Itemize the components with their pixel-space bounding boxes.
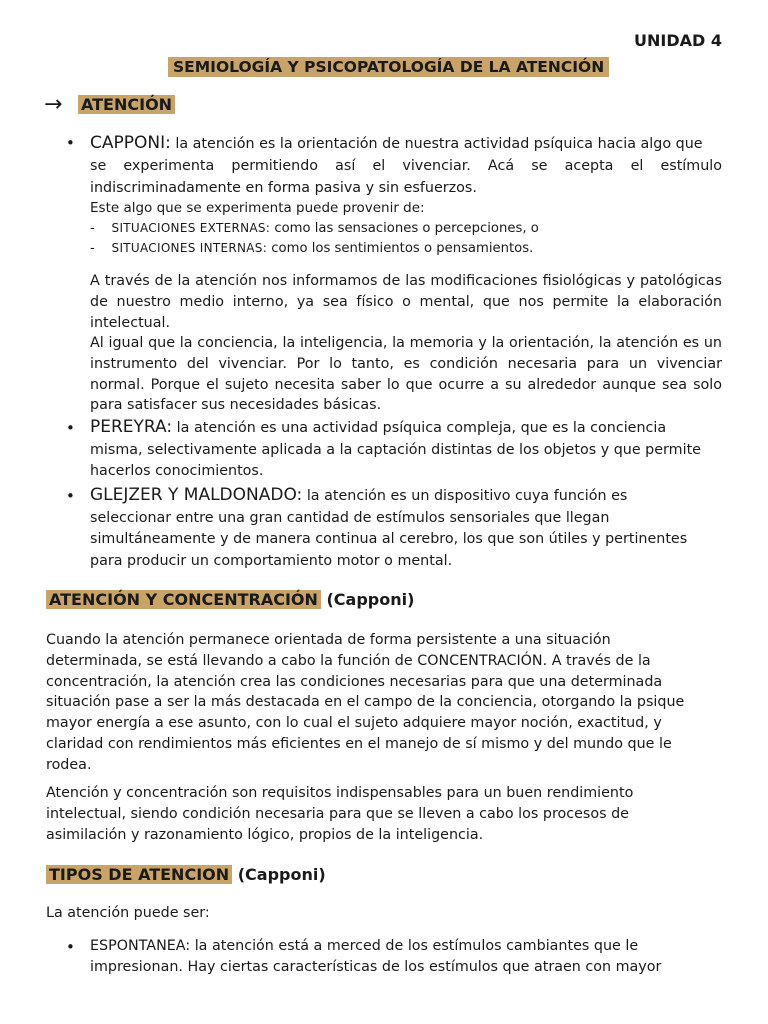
glejzer-block: [90, 485, 722, 572]
bullet-icon: •: [66, 487, 75, 505]
section-atencion-heading: [44, 92, 175, 117]
capponi-paragraph: A través de la atención nos informamos de las modificaciones fisiológicas y patológicas de nuestro medio interno, ya sea físico o mental, que nos permite la elaboración intelectual.: [90, 273, 722, 331]
bullet-icon: •: [66, 938, 75, 956]
glejzer-text: la atención es un dispositivo cuya función es: [306, 488, 628, 504]
section-source: (Capponi): [326, 590, 415, 609]
bullet-icon: •: [66, 419, 75, 437]
pereyra-text: hacerlos conocimientos.: [90, 463, 264, 479]
page-title: SEMIOLOGÍA Y PSICOPATOLOGÍA DE LA ATENCIÓN: [168, 57, 609, 77]
author-name: CAPPONI:: [90, 133, 171, 153]
espontanea-block: [90, 936, 722, 978]
pereyra-text: la atención es una actividad psíquica compleja, que es la conciencia: [176, 420, 667, 436]
list-label: SITUACIONES EXTERNAS:: [111, 221, 271, 235]
espontanea-text: impresionan. Hay ciertas características de los estímulos que atraen con mayor: [90, 959, 662, 975]
author-name: GLEJZER Y MALDONADO:: [90, 485, 303, 505]
section-heading: TIPOS DE ATENCION: [46, 865, 232, 884]
concentracion-paragraph: Cuando la atención permanece orientada de forma persistente a una situación determinada, se está llevando a cabo la función de CONCENTRACIÓN. A través de la concentración, la atención crea las condiciones necesarias para que una determinada situación pase a ser la más destacada en el campo de la conciencia, otorgando la psique mayor energía a ese asunto, con lo cual el sujeto adquiere mayor noción, exactitud, y claridad con rendimientos más eficientes en el manejo de sí mismo y del mundo que le rodea.: [46, 632, 685, 773]
pereyra-block: [90, 417, 722, 483]
section-heading: ATENCIÓN: [78, 95, 175, 114]
author-name: PEREYRA:: [90, 417, 173, 437]
bullet-icon: •: [66, 134, 75, 152]
list-label: SITUACIONES INTERNAS:: [111, 241, 268, 255]
glejzer-text: simultáneamente y de manera continua al cerebro, los que son útiles y pertinentes: [90, 531, 688, 547]
section-source: (Capponi): [237, 865, 326, 884]
concentracion-paragraph: Atención y concentración son requisitos indispensables para un buen rendimiento intelectual, siendo condición necesaria para que se lleven a cabo los procesos de asimilación y razonamiento lógico, propios de la inteligencia.: [46, 785, 634, 843]
capponi-paragraph: Al igual que la conciencia, la inteligencia, la memoria y la orientación, la atención es un instrumento del vivenciar. Por lo tanto, es condición necesaria para un vivenciar normal. Porque el sujeto necesita saber lo que ocurre a su alrededor aunque sea solo para satisfacer sus necesidades básicas.: [90, 335, 722, 414]
section-tipos-heading: [46, 865, 326, 884]
section-heading: ATENCIÓN Y CONCENTRACIÓN: [46, 590, 321, 609]
capponi-text: la atención es la orientación de nuestra actividad psíquica hacia algo que: [175, 136, 703, 152]
glejzer-text: seleccionar entre una gran cantidad de estímulos sensoriales que llegan: [90, 509, 610, 526]
arrow-icon: →: [44, 92, 63, 117]
list-text: como los sentimientos o pensamientos.: [271, 241, 534, 256]
list-text: como las sensaciones o percepciones, o: [274, 221, 539, 236]
espontanea-text: la atención está a merced de los estímulos cambiantes que le: [194, 938, 639, 954]
unit-label: UNIDAD 4: [634, 31, 722, 50]
capponi-text: indiscriminadamente en forma pasiva y sin esfuerzos.: [90, 180, 477, 196]
pereyra-text: misma, selectivamente aplicada a la captación distintas de los objetos y que permite: [90, 441, 701, 458]
capponi-text: se experimenta permitiendo así el vivenciar. Acá se acepta el estímulo: [90, 158, 722, 174]
tipos-intro: La atención puede ser:: [46, 905, 210, 921]
glejzer-text: para producir un comportamiento motor o mental.: [90, 552, 453, 569]
capponi-block: [90, 132, 722, 199]
list-item-external: - SITUACIONES EXTERNAS: como las sensaciones o percepciones, o: [90, 221, 539, 236]
section-concentracion-heading: [46, 590, 414, 609]
capponi-origin: Este algo que se experimenta puede provenir de:: [90, 200, 425, 216]
type-label: ESPONTANEA:: [90, 938, 191, 954]
list-item-internal: - SITUACIONES INTERNAS: como los sentimientos o pensamientos.: [90, 241, 534, 256]
